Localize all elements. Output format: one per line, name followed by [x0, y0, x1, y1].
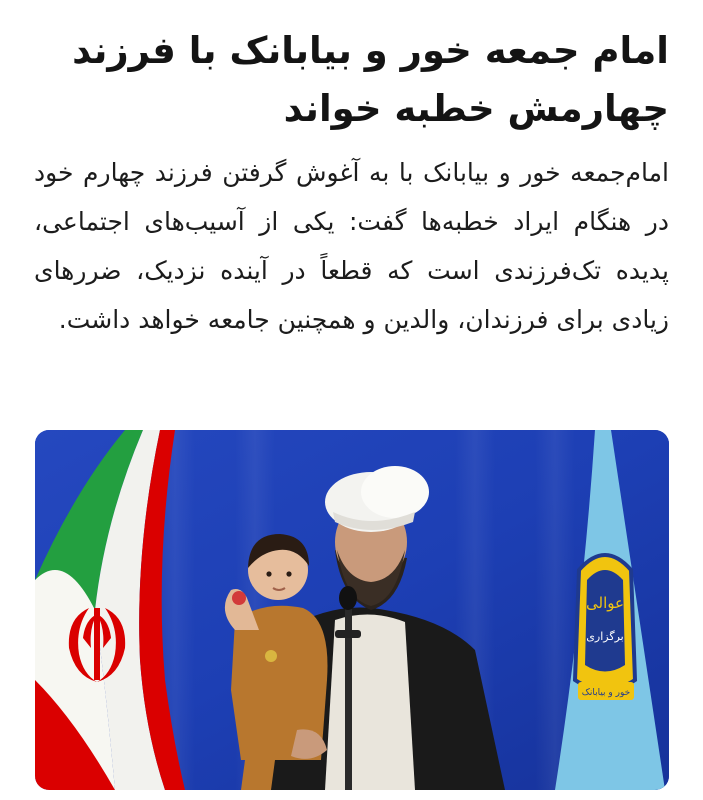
- banner-text-bottom: خور و بیابانک: [581, 688, 631, 698]
- article-headline: امام جمعه خور و بیابانک با فرزند چهارمش خطبه خواند: [72, 29, 669, 130]
- photo-scene: [35, 430, 669, 790]
- article-photo[interactable]: [35, 430, 669, 790]
- article-lead: امام‌جمعه خور و بیابانک با به آغوش گرفتن فرزند چهارم خود در هنگام ایراد خطبه‌ها گفت: یکی از آسیب‌های اجتماعی، پدیده تک‌فرزندی است که قطعاً در آینده نزدیک، ضررهای زیادی برای فرزندان، والدین و همچنین جامعه خواهد داشت.: [34, 158, 669, 334]
- banner-text-top: عوالی: [586, 594, 624, 612]
- banner-text-mid: برگزاری: [586, 630, 624, 643]
